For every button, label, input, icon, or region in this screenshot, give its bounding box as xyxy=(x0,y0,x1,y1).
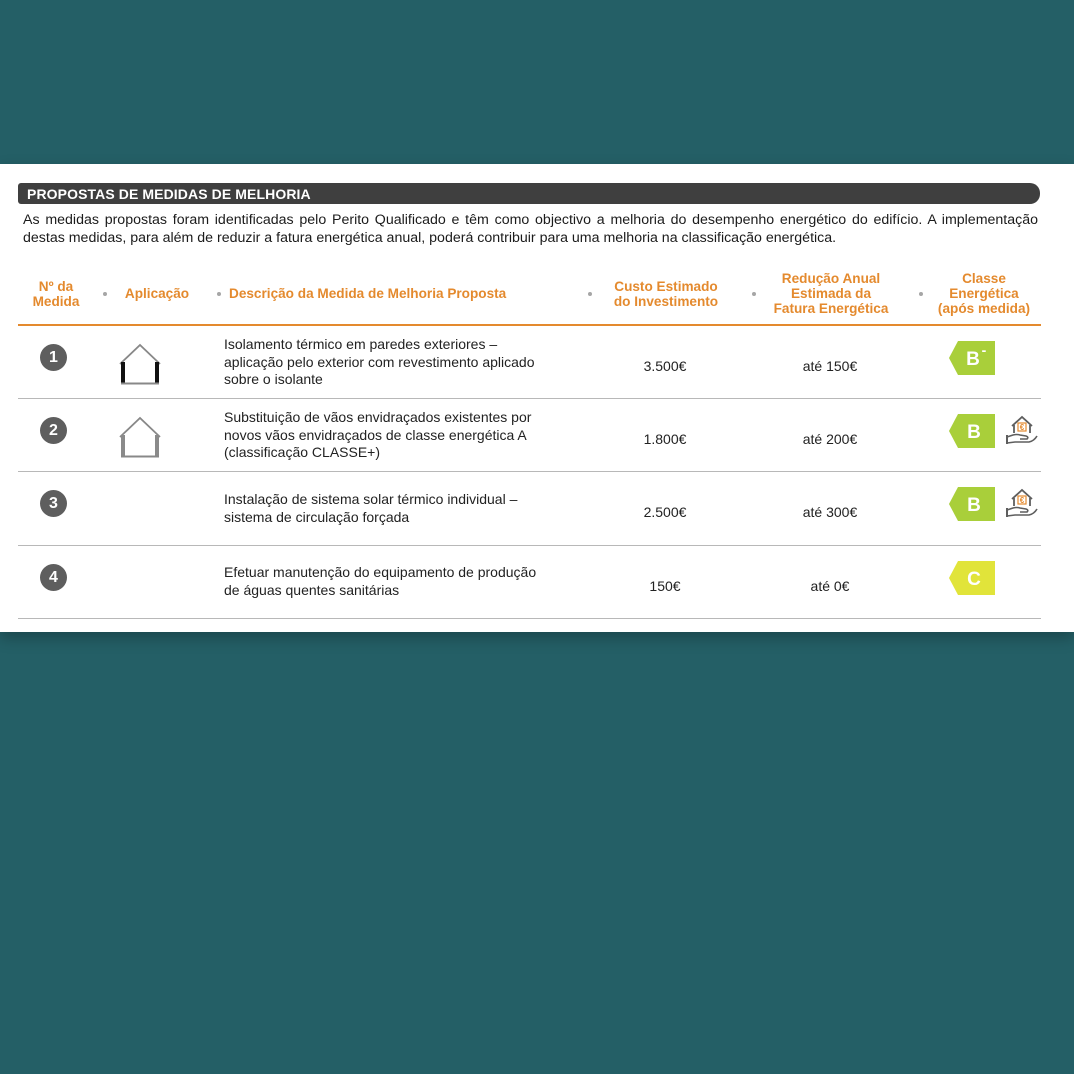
measure-description xyxy=(224,491,569,526)
house-euro-hand-icon xyxy=(1005,487,1039,524)
header-separator-dot xyxy=(103,292,107,296)
measure-number: 3 xyxy=(40,490,67,517)
row-divider xyxy=(18,471,1041,472)
annual-saving: até 200€ xyxy=(802,431,858,447)
intro-text: As medidas propostas foram identificadas pelo Perito Qualificado e têm como objectivo a melhoria do desempenho energético do edifício. A implementação destas medidas, para além de reduzir a fatura energética anual, poderá contribuir para uma melhoria na classificação energética. xyxy=(23,212,1038,246)
header-classe-line1: Classe xyxy=(962,271,1006,286)
header-aplicacao: Aplicação xyxy=(124,286,190,301)
header-separator-dot xyxy=(919,292,923,296)
desc-line: Instalação de sistema solar térmico individual – xyxy=(224,491,518,507)
measures-sheet xyxy=(0,164,1074,632)
svg-text:€: € xyxy=(1019,423,1025,432)
measure-description xyxy=(224,336,569,389)
annual-saving: até 300€ xyxy=(802,504,858,520)
estimated-cost: 150€ xyxy=(649,578,681,594)
energy-class-badge xyxy=(948,486,996,527)
desc-line: Substituição de vãos envidraçados existentes por xyxy=(224,409,532,425)
header-classe-line3: (após medida) xyxy=(937,301,1031,316)
header-num-line2: Medida xyxy=(32,294,80,309)
estimated-cost: 3.500€ xyxy=(643,358,687,374)
energy-class-label: B xyxy=(967,422,981,443)
measure-number: 1 xyxy=(40,344,67,371)
header-separator-dot xyxy=(217,292,221,296)
annual-saving: até 150€ xyxy=(802,358,858,374)
header-descricao: Descrição da Medida de Melhoria Proposta xyxy=(229,286,507,301)
section-title: PROPOSTAS DE MEDIDAS DE MELHORIA xyxy=(18,183,1040,204)
header-reducao-line2: Estimada da xyxy=(790,286,872,301)
row-divider xyxy=(18,398,1041,399)
energy-class-label: B xyxy=(966,349,980,370)
header-num xyxy=(26,279,86,309)
header-num-line1: Nº da xyxy=(38,279,74,294)
energy-class-badge xyxy=(948,560,996,601)
house-walls-icon xyxy=(117,342,163,391)
row-divider xyxy=(18,618,1041,619)
header-classe-line2: Energética xyxy=(949,286,1019,301)
estimated-cost: 1.800€ xyxy=(643,431,687,447)
desc-line: sobre o isolante xyxy=(224,371,323,387)
house-windows-icon xyxy=(117,415,163,464)
measure-number: 4 xyxy=(40,564,67,591)
svg-text:€: € xyxy=(1019,496,1025,505)
header-custo-line2: do Investimento xyxy=(613,294,719,309)
header-divider xyxy=(18,324,1041,326)
header-separator-dot xyxy=(752,292,756,296)
estimated-cost: 2.500€ xyxy=(643,504,687,520)
desc-line: (classificação CLASSE+) xyxy=(224,444,381,460)
measure-description xyxy=(224,564,569,599)
desc-line: Efetuar manutenção do equipamento de produção xyxy=(224,564,537,580)
energy-class-badge xyxy=(948,413,996,454)
header-reducao-line1: Redução Anual xyxy=(781,271,881,286)
header-custo-line1: Custo Estimado xyxy=(614,279,718,294)
header-reducao xyxy=(760,271,902,316)
measure-description xyxy=(224,409,569,462)
energy-class-label: B xyxy=(967,495,981,516)
desc-line: Isolamento térmico em paredes exteriores – xyxy=(224,336,498,352)
header-separator-dot xyxy=(588,292,592,296)
desc-line: aplicação pelo exterior com revestimento aplicado xyxy=(224,353,535,370)
energy-class-suffix: - xyxy=(981,342,987,358)
header-reducao-line3: Fatura Energética xyxy=(773,301,889,316)
desc-line: novos vãos envidraçados de classe energética A xyxy=(224,426,527,443)
energy-class-badge xyxy=(948,340,996,381)
desc-line: de águas quentes sanitárias xyxy=(224,581,400,598)
annual-saving: até 0€ xyxy=(810,578,850,594)
desc-line: sistema de circulação forçada xyxy=(224,508,410,525)
header-classe xyxy=(928,271,1040,316)
house-euro-hand-icon xyxy=(1005,414,1039,451)
energy-class-label: C xyxy=(967,569,981,590)
measure-number: 2 xyxy=(40,417,67,444)
row-divider xyxy=(18,545,1041,546)
header-custo xyxy=(598,279,734,309)
